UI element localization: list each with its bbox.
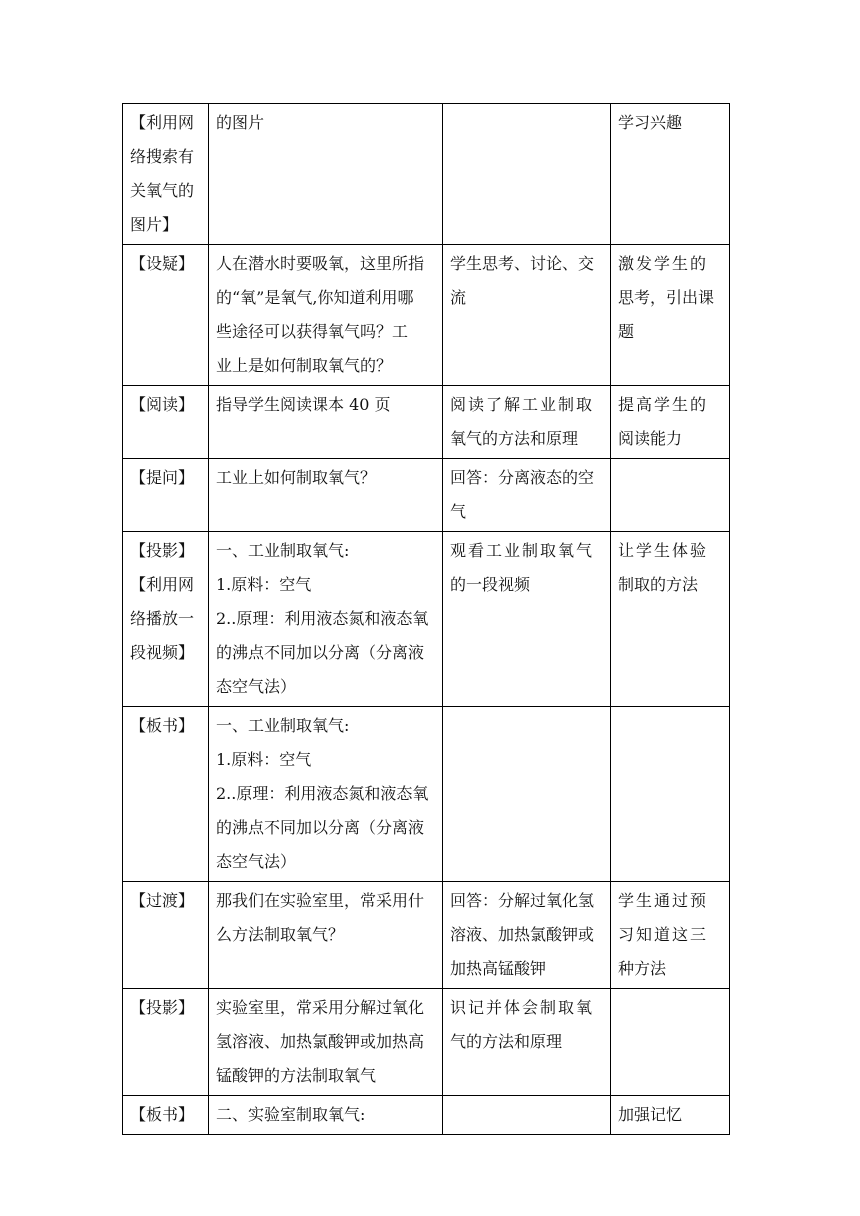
step-line: 络播放一 [130, 609, 195, 628]
teacher-line: 一、工业制取氧气: [216, 541, 350, 560]
teacher-line: 2..原理：利用液态氮和液态氧 [216, 609, 429, 628]
step-line: 【过渡】 [130, 891, 195, 910]
student-cell [443, 707, 611, 882]
student-line: 阅读了解工业制取 [450, 395, 595, 414]
table-row [123, 532, 730, 707]
student-cell [443, 1096, 611, 1135]
teacher-cell [209, 532, 443, 707]
teacher-line: 的沸点不同加以分离（分离液 [216, 818, 425, 837]
student-cell [443, 459, 611, 532]
step-cell [123, 1096, 209, 1135]
table-row [123, 707, 730, 882]
student-line: 学生思考、讨论、交 [450, 254, 595, 273]
teacher-line: 1.原料：空气 [216, 575, 312, 594]
step-line: 【阅读】 [130, 395, 195, 414]
student-line: 气 [450, 502, 467, 521]
teacher-line: 的图片 [216, 113, 265, 132]
intent-line: 题 [618, 322, 635, 341]
intent-line: 学习兴趣 [618, 113, 683, 132]
teacher-line: 些途径可以获得氧气吗？工 [216, 322, 409, 341]
student-line: 回答：分解过氧化氢 [450, 891, 595, 910]
intent-cell [611, 989, 730, 1096]
step-line: 【提问】 [130, 468, 195, 487]
student-cell [443, 245, 611, 386]
student-cell [443, 386, 611, 459]
teacher-cell [209, 104, 443, 245]
teacher-line: 态空气法） [216, 677, 297, 696]
intent-cell [611, 459, 730, 532]
student-line: 流 [450, 288, 467, 307]
student-cell [443, 882, 611, 989]
intent-line: 让学生体验 [618, 541, 709, 560]
student-cell [443, 532, 611, 707]
student-line: 观看工业制取氧气 [450, 541, 595, 560]
step-line: 段视频】 [130, 643, 195, 662]
teacher-line: 1.原料：空气 [216, 750, 312, 769]
step-cell [123, 386, 209, 459]
teacher-cell [209, 989, 443, 1096]
student-line: 回答：分离液态的空 [450, 468, 595, 487]
teacher-line: 那我们在实验室里，常采用什 [216, 891, 425, 910]
table-row [123, 104, 730, 245]
teacher-cell [209, 882, 443, 989]
teacher-line: 氢溶液、加热氯酸钾或加热高 [216, 1032, 425, 1051]
teacher-line: 指导学生阅读课本 40 页 [216, 395, 391, 414]
intent-line: 思考，引出课 [618, 288, 715, 307]
step-cell [123, 882, 209, 989]
step-line: 【投影】 [130, 998, 195, 1017]
step-cell [123, 459, 209, 532]
student-cell [443, 104, 611, 245]
intent-line: 种方法 [618, 959, 667, 978]
teacher-line: 么方法制取氧气？ [216, 925, 345, 944]
table-row [123, 882, 730, 989]
teacher-cell [209, 245, 443, 386]
intent-cell [611, 386, 730, 459]
table-row [123, 386, 730, 459]
step-line: 【设疑】 [130, 254, 195, 273]
teacher-line: 人在潜水时要吸氧，这里所指 [216, 254, 425, 273]
student-line: 溶液、加热氯酸钾或 [450, 925, 595, 944]
table-row [123, 1096, 730, 1135]
student-line: 氧气的方法和原理 [450, 429, 579, 448]
student-line: 加热高锰酸钾 [450, 959, 547, 978]
lesson-plan-table [122, 103, 730, 1135]
intent-line: 制取的方法 [618, 575, 699, 594]
intent-line: 提高学生的 [618, 395, 709, 414]
teacher-line: 二、实验室制取氧气: [216, 1105, 366, 1124]
intent-cell [611, 707, 730, 882]
teacher-line: 态空气法） [216, 852, 297, 871]
teacher-line: 的沸点不同加以分离（分离液 [216, 643, 425, 662]
intent-line: 习知道这三 [618, 925, 709, 944]
step-line: 【利用网 [130, 575, 195, 594]
teacher-line: 锰酸钾的方法制取氧气 [216, 1066, 377, 1085]
step-line: 【板书】 [130, 1105, 195, 1124]
student-line: 识记并体会制取氧 [450, 998, 595, 1017]
step-line: 【板书】 [130, 716, 195, 735]
intent-cell [611, 245, 730, 386]
step-line: 关氧气的 [130, 181, 195, 200]
table-row [123, 459, 730, 532]
intent-line: 学生通过预 [618, 891, 709, 910]
student-line: 气的方法和原理 [450, 1032, 563, 1051]
teacher-line: 实验室里，常采用分解过氧化 [216, 998, 425, 1017]
intent-line: 加强记忆 [618, 1105, 683, 1124]
step-cell [123, 245, 209, 386]
step-cell [123, 104, 209, 245]
intent-cell [611, 882, 730, 989]
intent-cell [611, 1096, 730, 1135]
student-line: 的一段视频 [450, 575, 531, 594]
teacher-cell [209, 386, 443, 459]
table-row [123, 989, 730, 1096]
step-line: 络搜索有 [130, 147, 195, 166]
teacher-line: 工业上如何制取氧气？ [216, 468, 377, 487]
teacher-cell [209, 459, 443, 532]
teacher-line: 的“氧”是氧气,你知道利用哪 [216, 288, 414, 307]
step-line: 【利用网 [130, 113, 195, 132]
teacher-line: 业上是如何制取氧气的？ [216, 356, 393, 375]
step-cell [123, 707, 209, 882]
teacher-line: 2..原理：利用液态氮和液态氧 [216, 784, 429, 803]
step-cell [123, 989, 209, 1096]
step-cell [123, 532, 209, 707]
teacher-cell [209, 707, 443, 882]
table-row [123, 245, 730, 386]
intent-cell [611, 104, 730, 245]
teacher-line: 一、工业制取氧气: [216, 716, 350, 735]
lesson-plan-body [123, 104, 730, 1135]
intent-line: 阅读能力 [618, 429, 683, 448]
student-cell [443, 989, 611, 1096]
intent-line: 激发学生的 [618, 254, 709, 273]
intent-cell [611, 532, 730, 707]
step-line: 图片】 [130, 215, 179, 234]
teacher-cell [209, 1096, 443, 1135]
step-line: 【投影】 [130, 541, 195, 560]
